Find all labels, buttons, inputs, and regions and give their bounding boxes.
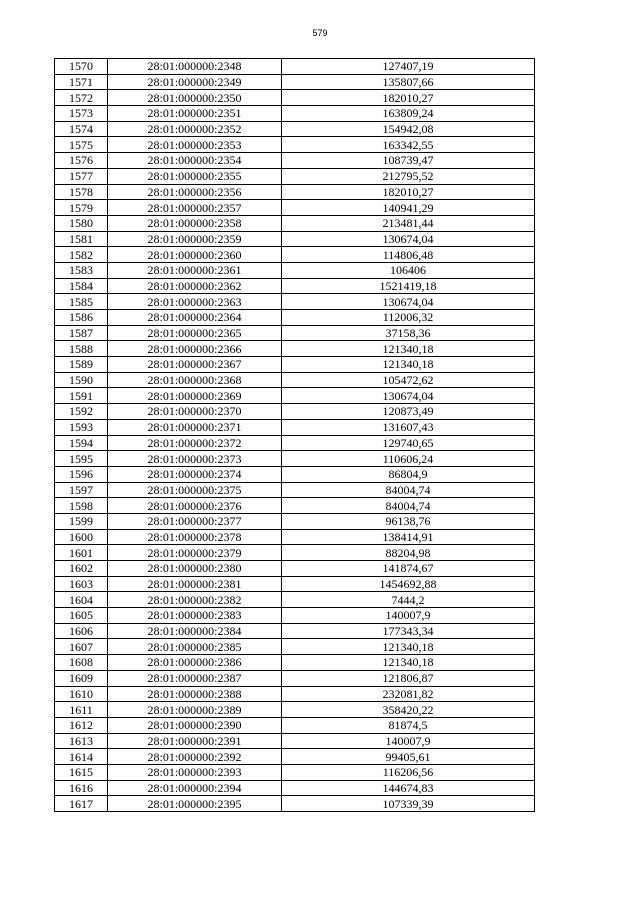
table-row	[55, 623, 535, 639]
value-cell: 114806,48	[282, 247, 535, 263]
cadastral-number-cell: 28:01:000000:2369	[108, 388, 282, 404]
cadastral-number-cell: 28:01:000000:2392	[108, 749, 282, 765]
cadastral-number-cell: 28:01:000000:2383	[108, 608, 282, 624]
table-row	[55, 545, 535, 561]
table-row	[55, 372, 535, 388]
value-cell: 99405,61	[282, 749, 535, 765]
cadastral-number-cell: 28:01:000000:2372	[108, 435, 282, 451]
row-number-cell: 1601	[55, 545, 108, 561]
row-number-cell: 1605	[55, 608, 108, 624]
cadastral-number-cell: 28:01:000000:2382	[108, 592, 282, 608]
value-cell: 138414,91	[282, 529, 535, 545]
cadastral-number-cell: 28:01:000000:2364	[108, 310, 282, 326]
value-cell: 88204,98	[282, 545, 535, 561]
row-number-cell: 1611	[55, 702, 108, 718]
table-row	[55, 764, 535, 780]
table-row	[55, 59, 535, 75]
table-row	[55, 780, 535, 796]
cadastral-number-cell: 28:01:000000:2391	[108, 733, 282, 749]
cadastral-number-cell: 28:01:000000:2350	[108, 90, 282, 106]
table-row	[55, 466, 535, 482]
table-row	[55, 435, 535, 451]
row-number-cell: 1595	[55, 451, 108, 467]
row-number-cell: 1594	[55, 435, 108, 451]
row-number-cell: 1573	[55, 106, 108, 122]
cadastral-number-cell: 28:01:000000:2367	[108, 357, 282, 373]
table-row	[55, 137, 535, 153]
value-cell: 120873,49	[282, 404, 535, 420]
value-cell: 140007,9	[282, 608, 535, 624]
row-number-cell: 1580	[55, 215, 108, 231]
table-row	[55, 592, 535, 608]
cadastral-number-cell: 28:01:000000:2359	[108, 231, 282, 247]
table-row	[55, 90, 535, 106]
cadastral-table	[54, 58, 535, 812]
cadastral-number-cell: 28:01:000000:2374	[108, 466, 282, 482]
row-number-cell: 1578	[55, 184, 108, 200]
cadastral-number-cell: 28:01:000000:2381	[108, 576, 282, 592]
cadastral-number-cell: 28:01:000000:2366	[108, 341, 282, 357]
cadastral-number-cell: 28:01:000000:2368	[108, 372, 282, 388]
cadastral-number-cell: 28:01:000000:2353	[108, 137, 282, 153]
cadastral-number-cell: 28:01:000000:2349	[108, 74, 282, 90]
row-number-cell: 1571	[55, 74, 108, 90]
table-row	[55, 106, 535, 122]
row-number-cell: 1574	[55, 121, 108, 137]
cadastral-number-cell: 28:01:000000:2379	[108, 545, 282, 561]
value-cell: 213481,44	[282, 215, 535, 231]
row-number-cell: 1607	[55, 639, 108, 655]
value-cell: 107339,39	[282, 796, 535, 812]
cadastral-number-cell: 28:01:000000:2384	[108, 623, 282, 639]
value-cell: 7444,2	[282, 592, 535, 608]
cadastral-number-cell: 28:01:000000:2355	[108, 168, 282, 184]
row-number-cell: 1596	[55, 466, 108, 482]
value-cell: 110606,24	[282, 451, 535, 467]
row-number-cell: 1583	[55, 262, 108, 278]
cadastral-number-cell: 28:01:000000:2376	[108, 498, 282, 514]
value-cell: 81874,5	[282, 717, 535, 733]
table-row	[55, 561, 535, 577]
value-cell: 112006,32	[282, 310, 535, 326]
row-number-cell: 1613	[55, 733, 108, 749]
row-number-cell: 1612	[55, 717, 108, 733]
table-row	[55, 733, 535, 749]
value-cell: 182010,27	[282, 90, 535, 106]
cadastral-number-cell: 28:01:000000:2380	[108, 561, 282, 577]
row-number-cell: 1586	[55, 310, 108, 326]
value-cell: 131607,43	[282, 419, 535, 435]
value-cell: 127407,19	[282, 59, 535, 75]
row-number-cell: 1590	[55, 372, 108, 388]
row-number-cell: 1589	[55, 357, 108, 373]
table-row	[55, 215, 535, 231]
value-cell: 116206,56	[282, 764, 535, 780]
table-row	[55, 482, 535, 498]
row-number-cell: 1606	[55, 623, 108, 639]
value-cell: 129740,65	[282, 435, 535, 451]
row-number-cell: 1584	[55, 278, 108, 294]
table-row	[55, 262, 535, 278]
cadastral-number-cell: 28:01:000000:2390	[108, 717, 282, 733]
row-number-cell: 1614	[55, 749, 108, 765]
table-row	[55, 168, 535, 184]
table-row	[55, 749, 535, 765]
value-cell: 86804,9	[282, 466, 535, 482]
cadastral-number-cell: 28:01:000000:2388	[108, 686, 282, 702]
cadastral-number-cell: 28:01:000000:2387	[108, 670, 282, 686]
table-row	[55, 121, 535, 137]
table-row	[55, 388, 535, 404]
value-cell: 130674,04	[282, 388, 535, 404]
table-row	[55, 231, 535, 247]
row-number-cell: 1585	[55, 294, 108, 310]
cadastral-number-cell: 28:01:000000:2370	[108, 404, 282, 420]
table-row	[55, 498, 535, 514]
row-number-cell: 1600	[55, 529, 108, 545]
row-number-cell: 1588	[55, 341, 108, 357]
table-row	[55, 608, 535, 624]
value-cell: 121340,18	[282, 357, 535, 373]
row-number-cell: 1572	[55, 90, 108, 106]
cadastral-number-cell: 28:01:000000:2394	[108, 780, 282, 796]
table-row	[55, 310, 535, 326]
table-row	[55, 639, 535, 655]
value-cell: 1454692,88	[282, 576, 535, 592]
table-row	[55, 670, 535, 686]
row-number-cell: 1608	[55, 655, 108, 671]
cadastral-number-cell: 28:01:000000:2371	[108, 419, 282, 435]
table-row	[55, 341, 535, 357]
cadastral-number-cell: 28:01:000000:2360	[108, 247, 282, 263]
table-row	[55, 576, 535, 592]
value-cell: 141874,67	[282, 561, 535, 577]
cadastral-number-cell: 28:01:000000:2389	[108, 702, 282, 718]
row-number-cell: 1575	[55, 137, 108, 153]
value-cell: 358420,22	[282, 702, 535, 718]
row-number-cell: 1592	[55, 404, 108, 420]
cadastral-number-cell: 28:01:000000:2385	[108, 639, 282, 655]
value-cell: 135807,66	[282, 74, 535, 90]
row-number-cell: 1598	[55, 498, 108, 514]
value-cell: 140007,9	[282, 733, 535, 749]
table-row	[55, 200, 535, 216]
value-cell: 84004,74	[282, 482, 535, 498]
row-number-cell: 1610	[55, 686, 108, 702]
cadastral-number-cell: 28:01:000000:2373	[108, 451, 282, 467]
table-row	[55, 325, 535, 341]
cadastral-number-cell: 28:01:000000:2386	[108, 655, 282, 671]
value-cell: 177343,34	[282, 623, 535, 639]
cadastral-number-cell: 28:01:000000:2377	[108, 513, 282, 529]
cadastral-number-cell: 28:01:000000:2375	[108, 482, 282, 498]
cadastral-number-cell: 28:01:000000:2363	[108, 294, 282, 310]
row-number-cell: 1576	[55, 153, 108, 169]
row-number-cell: 1602	[55, 561, 108, 577]
row-number-cell: 1599	[55, 513, 108, 529]
cadastral-number-cell: 28:01:000000:2365	[108, 325, 282, 341]
value-cell: 140941,29	[282, 200, 535, 216]
table-row	[55, 529, 535, 545]
row-number-cell: 1617	[55, 796, 108, 812]
value-cell: 37158,36	[282, 325, 535, 341]
cadastral-number-cell: 28:01:000000:2352	[108, 121, 282, 137]
row-number-cell: 1597	[55, 482, 108, 498]
table-row	[55, 796, 535, 812]
row-number-cell: 1603	[55, 576, 108, 592]
row-number-cell: 1570	[55, 59, 108, 75]
value-cell: 212795,52	[282, 168, 535, 184]
table-row	[55, 153, 535, 169]
cadastral-number-cell: 28:01:000000:2348	[108, 59, 282, 75]
value-cell: 182010,27	[282, 184, 535, 200]
row-number-cell: 1577	[55, 168, 108, 184]
row-number-cell: 1587	[55, 325, 108, 341]
value-cell: 154942,08	[282, 121, 535, 137]
row-number-cell: 1581	[55, 231, 108, 247]
table-body	[55, 59, 535, 812]
table-row	[55, 419, 535, 435]
value-cell: 1521419,18	[282, 278, 535, 294]
table-row	[55, 74, 535, 90]
table-row	[55, 278, 535, 294]
row-number-cell: 1616	[55, 780, 108, 796]
value-cell: 121806,87	[282, 670, 535, 686]
row-number-cell: 1609	[55, 670, 108, 686]
table-row	[55, 702, 535, 718]
value-cell: 121340,18	[282, 341, 535, 357]
value-cell: 121340,18	[282, 639, 535, 655]
cadastral-number-cell: 28:01:000000:2357	[108, 200, 282, 216]
value-cell: 232081,82	[282, 686, 535, 702]
table-row	[55, 451, 535, 467]
row-number-cell: 1604	[55, 592, 108, 608]
table-row	[55, 717, 535, 733]
table-row	[55, 655, 535, 671]
value-cell: 121340,18	[282, 655, 535, 671]
table-row	[55, 404, 535, 420]
value-cell: 105472,62	[282, 372, 535, 388]
value-cell: 163809,24	[282, 106, 535, 122]
page-number: 579	[312, 28, 328, 38]
value-cell: 96138,76	[282, 513, 535, 529]
row-number-cell: 1591	[55, 388, 108, 404]
table-row	[55, 184, 535, 200]
cadastral-number-cell: 28:01:000000:2358	[108, 215, 282, 231]
row-number-cell: 1579	[55, 200, 108, 216]
row-number-cell: 1593	[55, 419, 108, 435]
table-row	[55, 294, 535, 310]
table-row	[55, 686, 535, 702]
value-cell: 130674,04	[282, 294, 535, 310]
cadastral-number-cell: 28:01:000000:2378	[108, 529, 282, 545]
value-cell: 106406	[282, 262, 535, 278]
value-cell: 163342,55	[282, 137, 535, 153]
row-number-cell: 1582	[55, 247, 108, 263]
table-row	[55, 357, 535, 373]
cadastral-number-cell: 28:01:000000:2356	[108, 184, 282, 200]
cadastral-number-cell: 28:01:000000:2351	[108, 106, 282, 122]
value-cell: 144674,83	[282, 780, 535, 796]
value-cell: 130674,04	[282, 231, 535, 247]
cadastral-number-cell: 28:01:000000:2362	[108, 278, 282, 294]
cadastral-number-cell: 28:01:000000:2361	[108, 262, 282, 278]
table-row	[55, 513, 535, 529]
value-cell: 108739,47	[282, 153, 535, 169]
value-cell: 84004,74	[282, 498, 535, 514]
cadastral-number-cell: 28:01:000000:2393	[108, 764, 282, 780]
cadastral-number-cell: 28:01:000000:2354	[108, 153, 282, 169]
cadastral-number-cell: 28:01:000000:2395	[108, 796, 282, 812]
table-row	[55, 247, 535, 263]
row-number-cell: 1615	[55, 764, 108, 780]
